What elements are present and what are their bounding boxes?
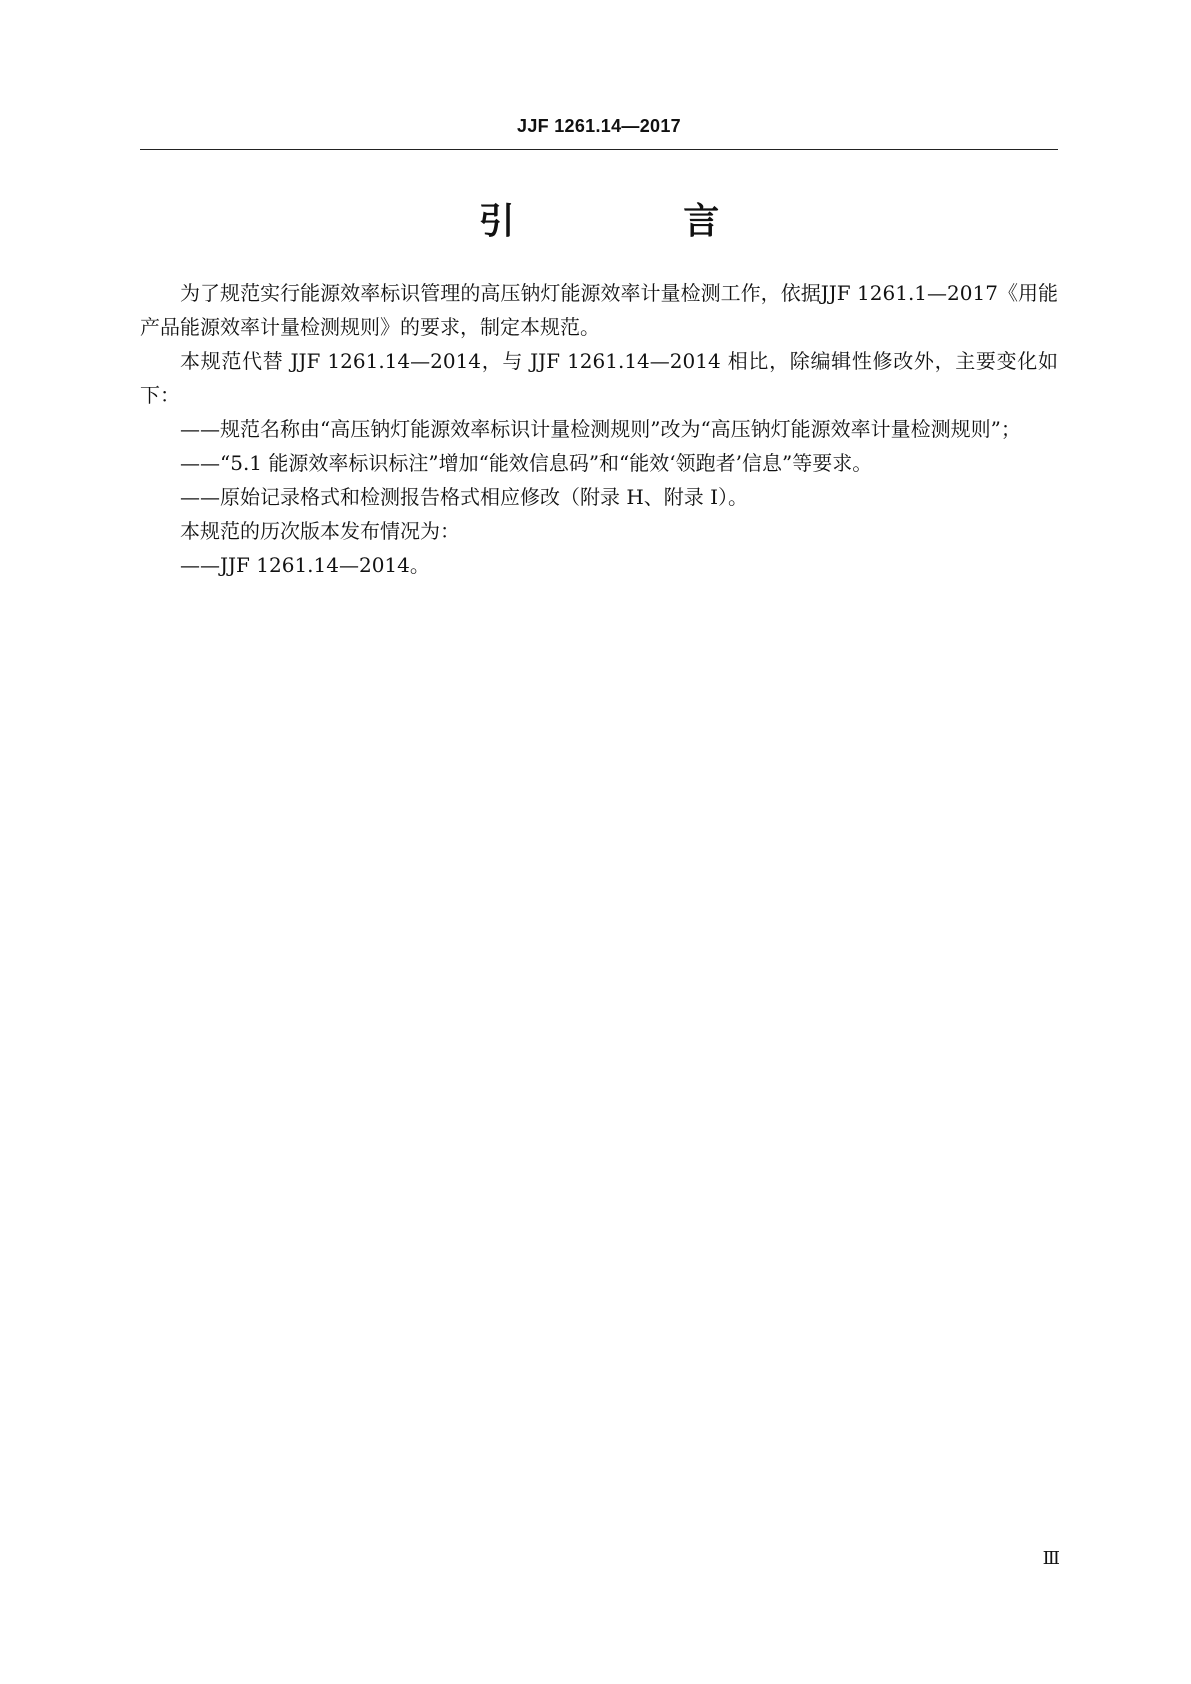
paragraph-replacement: 本规范代替 JJF 1261.14—2014，与 JJF 1261.14—2014 相比，除编辑性修改外，主要变化如下：	[140, 349, 1058, 407]
body-text	[140, 276, 1058, 582]
change-item-label: ——“5.1 能源效率标识标注”增加“能效信息码”和“能效‘领跑者’信息”等要求。	[180, 451, 873, 475]
paragraph-history: 本规范的历次版本发布情况为：	[180, 519, 460, 543]
history-item: ——JJF 1261.14—2014。	[180, 553, 430, 577]
page-number: Ⅲ	[1042, 1548, 1060, 1569]
change-item-name: ——规范名称由“高压钠灯能源效率标识计量检测规则”改为“高压钠灯能源效率计量检测规则”；	[180, 417, 1021, 441]
running-header: JJF 1261.14—2017	[517, 116, 681, 136]
paragraph-purpose: 为了规范实行能源效率标识管理的高压钠灯能源效率计量检测工作，依据JJF 1261.1—2017《用能产品能源效率计量检测规则》的要求，制定本规范。	[140, 281, 1058, 339]
change-item-format: ——原始记录格式和检测报告格式相应修改（附录 H、附录 I）。	[180, 485, 749, 509]
header-rule	[140, 149, 1058, 150]
section-title: 引 言	[478, 201, 798, 242]
